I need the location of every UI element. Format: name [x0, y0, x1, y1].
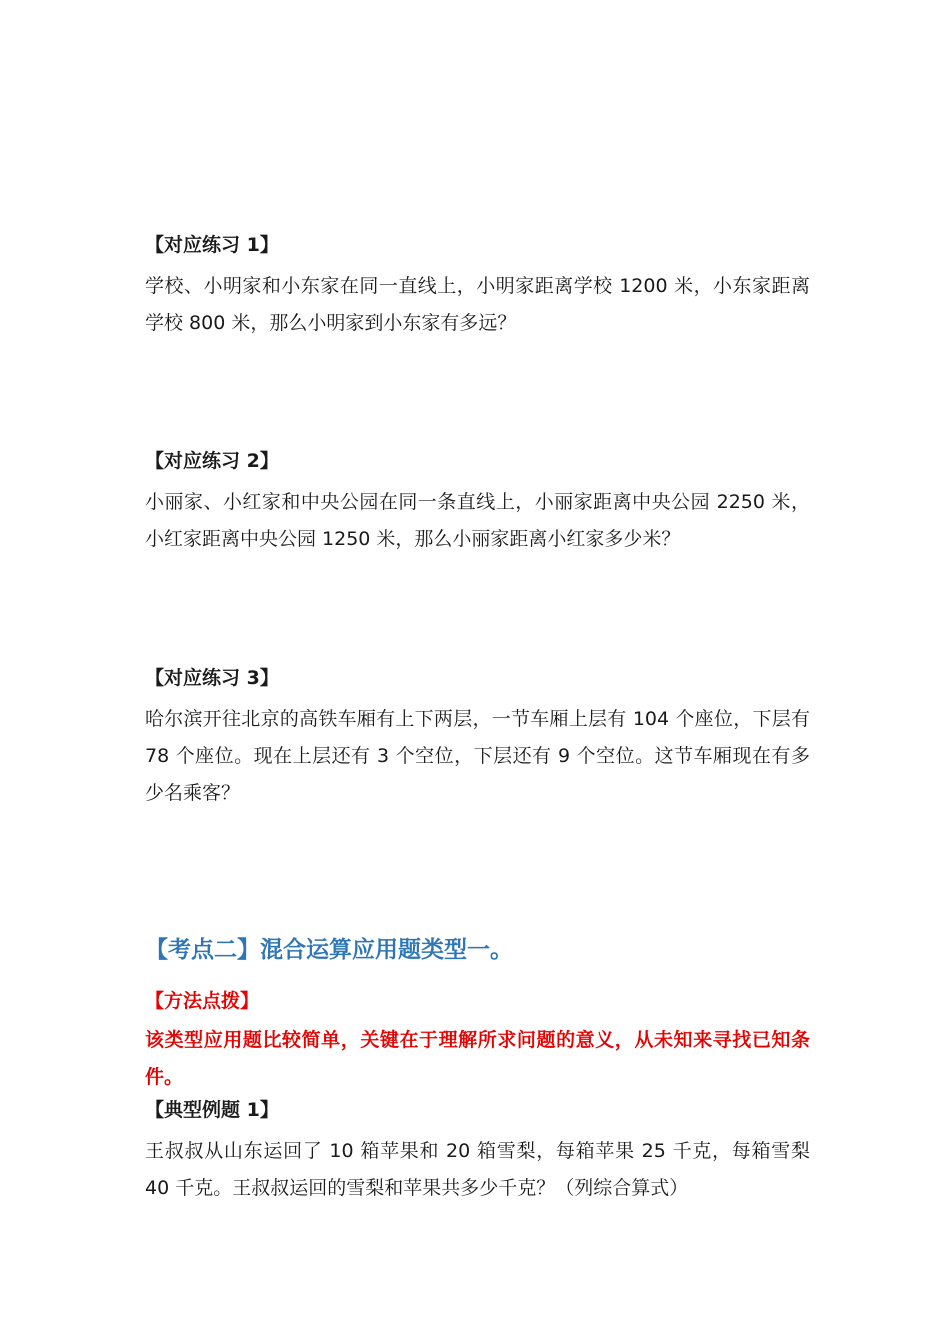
method-tip	[145, 988, 810, 1096]
method-tip-heading: 【方法点拨】	[145, 990, 260, 1012]
typical-example-1-heading: 【典型例题 1】	[145, 1099, 279, 1121]
typical-example-1-text: 王叔叔从山东运回了 10 箱苹果和 20 箱雪梨，每箱苹果 25 千克，每箱雪梨 40 千克。王叔叔运回的雪梨和苹果共多少千克？（列综合算式）	[145, 1140, 810, 1199]
section-2	[145, 934, 810, 966]
exercise-3-heading: 【对应练习 3】	[145, 667, 279, 689]
exercise-3-text: 哈尔滨开往北京的高铁车厢有上下两层，一节车厢上层有 104 个座位，下层有 78 个座位。现在上层还有 3 个空位，下层还有 9 个空位。这节车厢现在有多少名乘客？	[145, 708, 810, 804]
exercise-1-text: 学校、小明家和小东家在同一直线上，小明家距离学校 1200 米，小东家距离学校 800 米，那么小明家到小东家有多远？	[145, 275, 810, 334]
exercise-2-heading: 【对应练习 2】	[145, 450, 279, 472]
typical-example-1	[145, 1097, 810, 1207]
exercise-3	[145, 665, 810, 812]
exercise-2-text: 小丽家、小红家和中央公园在同一条直线上，小丽家距离中央公园 2250 米，小红家距离中央公园 1250 米，那么小丽家距离小红家多少米？	[145, 491, 810, 550]
section-2-title: 【考点二】混合运算应用题类型一。	[145, 937, 513, 963]
method-tip-text: 该类型应用题比较简单，关键在于理解所求问题的意义，从未知来寻找已知条件。	[145, 1029, 810, 1088]
exercise-2	[145, 448, 810, 558]
exercise-1-heading: 【对应练习 1】	[145, 234, 279, 256]
exercise-1	[145, 232, 810, 342]
